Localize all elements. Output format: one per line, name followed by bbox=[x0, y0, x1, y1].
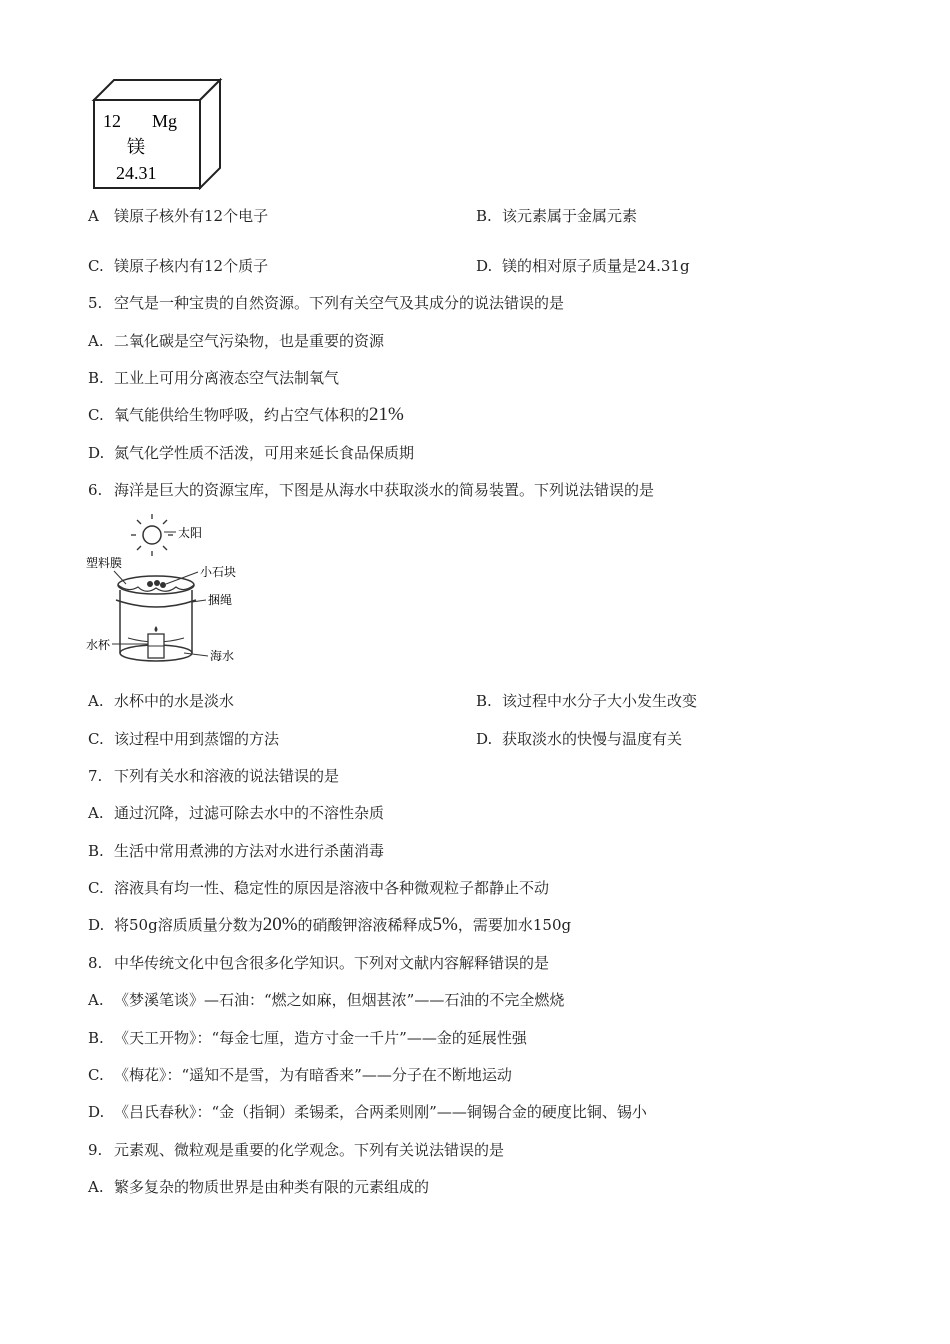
element-card bbox=[90, 78, 230, 190]
label-sun: 太阳 bbox=[178, 526, 203, 540]
q9-option-a: A. 繁多复杂的物质世界是由种类有限的元素组成的 bbox=[88, 1178, 430, 1196]
q7-option-d: D. 将50g溶质质量分数为20%的硝酸钾溶液稀释成5%，需要加水150g bbox=[88, 914, 572, 935]
element-symbol: Mg bbox=[152, 111, 178, 131]
q6-option-c: C. 该过程中用到蒸馏的方法 bbox=[88, 730, 280, 748]
q5-option-b: B. 工业上可用分离液态空气法制氧气 bbox=[88, 369, 340, 387]
atomic-number: 12 bbox=[103, 111, 121, 131]
q7-option-c: C. 溶液具有均一性、稳定性的原因是溶液中各种微观粒子都静止不动 bbox=[88, 879, 550, 897]
q5-option-a: A. 二氧化碳是空气污染物，也是重要的资源 bbox=[88, 332, 385, 350]
q5-option-d: D. 氮气化学性质不活泼，可用来延长食品保质期 bbox=[88, 444, 415, 462]
label-cup: 水杯 bbox=[86, 638, 111, 652]
q7-option-a: A. 通过沉降，过滤可除去水中的不溶性杂质 bbox=[88, 804, 385, 822]
q6-option-a: A. 水杯中的水是淡水 bbox=[88, 692, 235, 710]
sun-icon bbox=[131, 514, 173, 556]
q4-option-d: D. 镁的相对原子质量是24.31g bbox=[476, 257, 690, 275]
q8-option-c: C. 《梅花》：“遥知不是雪，为有暗香来”——分子在不断地运动 bbox=[88, 1066, 512, 1084]
q7-option-b: B. 生活中常用煮沸的方法对水进行杀菌消毒 bbox=[88, 842, 385, 860]
desalination-apparatus bbox=[84, 510, 264, 680]
q8-stem: 8. 中华传统文化中包含很多化学知识。下列对文献内容解释错误的是 bbox=[88, 954, 550, 972]
q4-option-a: A 镁原子核外有12个电子 bbox=[88, 207, 269, 225]
q5-stem: 5. 空气是一种宝贵的自然资源。下列有关空气及其成分的说法错误的是 bbox=[88, 294, 565, 312]
q8-option-d: D. 《吕氏春秋》：“金（指铜）柔锡柔，合两柔则刚”——铜锡合金的硬度比铜、锡小 bbox=[88, 1103, 647, 1121]
label-stone: 小石块 bbox=[200, 565, 237, 579]
q4-option-c: C. 镁原子核内有12个质子 bbox=[88, 257, 269, 275]
q7-stem: 7. 下列有关水和溶液的说法错误的是 bbox=[88, 767, 340, 785]
label-seawater: 海水 bbox=[210, 649, 235, 663]
q8-option-b: B. 《天工开物》：“每金七厘，造方寸金一千片”——金的延展性强 bbox=[88, 1029, 527, 1047]
q8-option-a: A. 《梦溪笔谈》—石油：“燃之如麻，但烟甚浓”——石油的不完全燃烧 bbox=[88, 991, 565, 1009]
label-film: 塑料膜 bbox=[86, 556, 123, 570]
atomic-mass: 24.31 bbox=[116, 163, 157, 183]
q5-option-c: C. 氧气能供给生物呼吸，约占空气体积的21% bbox=[88, 404, 404, 425]
element-name: 镁 bbox=[127, 137, 145, 158]
q4-option-b: B. 该元素属于金属元素 bbox=[476, 207, 638, 225]
q9-stem: 9. 元素观、微粒观是重要的化学观念。下列有关说法错误的是 bbox=[88, 1141, 505, 1159]
q6-option-d: D. 获取淡水的快慢与温度有关 bbox=[476, 730, 683, 748]
label-rope: 捆绳 bbox=[208, 593, 233, 607]
q6-stem: 6. 海洋是巨大的资源宝库，下图是从海水中获取淡水的简易装置。下列说法错误的是 bbox=[88, 481, 655, 499]
q6-option-b: B. 该过程中水分子大小发生改变 bbox=[476, 692, 698, 710]
